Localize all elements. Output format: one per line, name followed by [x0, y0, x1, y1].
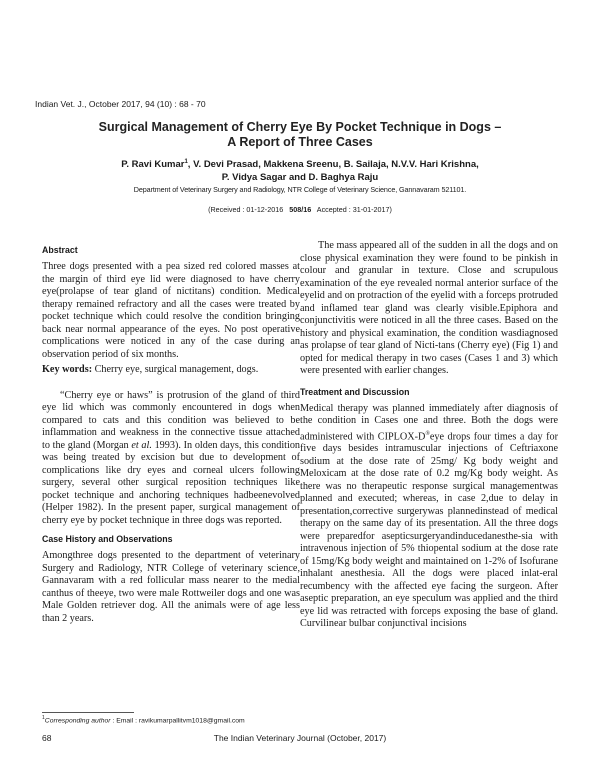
- left-column: [42, 240, 300, 625]
- abstract-text: Three dogs presented with a pea sized red colored masses at the margin of third eye lid were diagnosed to have cherry eye(prolapse of tear gland of nictitans) condition. Medical therapy remained refractory and all the cases were treated by pocket technique which could resolve the condition bringing back near normal appearance of the eyes. No post operative complications were noticed in any of the case during an observation period of six months.: [42, 261, 300, 360]
- co-authors: , V. Devi Prasad, Makkena Sreenu, B. Sailaja, N.V.V. Hari Krishna,: [187, 159, 479, 171]
- right-column: [300, 240, 558, 631]
- author-list: [30, 156, 570, 184]
- intro-et-al: et al.: [131, 439, 152, 451]
- intro-text-part-1: “Cherry eye or haws” is protrusion of the gland of third eye lid which was commonly encountered in dogs when compared to cats and this condition was believed to be inflammation and weakness in the connective tissue attached to the gland (Morgan: [42, 389, 300, 451]
- keywords: [42, 364, 300, 377]
- received-date: (Received : 01-12-2016: [208, 205, 284, 214]
- footer-journal-title: The Indian Veterinary Journal (October, 2017): [213, 733, 387, 743]
- keywords-text: Cherry eye, surgical management, dogs.: [92, 364, 259, 375]
- author-line-1: [30, 156, 570, 171]
- journal-citation: Indian Vet. J., October 2017, 94 (10) : 68 - 70: [35, 99, 206, 109]
- treatment-text-part-1: Medical therapy was planned immediately after diagnosis of the condition in Cases one and three. Both the dogs were administered with CIPLOX-D: [300, 402, 558, 442]
- article-title: [30, 120, 570, 150]
- manuscript-id: 508/16: [289, 205, 312, 214]
- case-history-heading: Case History and Observations: [42, 534, 173, 544]
- footnote-mark: 1: [42, 715, 45, 721]
- treatment-text-part-2: eye drops four times a day for five days besides intramuscular injections of Ceftriaxone sodium at the dose rate of 25mg/ Kg body weight and Meloxicam at the dose rate of 0.2 mg/Kg body weight. As there was no therapeutic response surgical managementwas planned and executed; whereas, in case 2,due to delay in presentation,corrective surgerywas plannedinstead of medical therapy on the same day of its presentation. All the three dogs were preparedfor asepticsurgeryandinducedanesthe-sia with intravenous injection of 5% thiopental sodium at the dose rate of 15mg/Kg body weight and maintained on 1-2% of Isofurane inhalant anesthesia. All the dogs were placed inlat-eral recumbency with the affected eye facing the surgeon. After aseptic preparation, an eye speculum was applied and the third eye lid was retracted with forceps exposing the base of gland. Curvilinear bulbar conjunctival incisions: [300, 430, 558, 630]
- first-author: P. Ravi Kumar: [121, 159, 185, 171]
- keywords-label: Key words:: [42, 364, 93, 375]
- author-line-2: P. Vidya Sagar and D. Baghya Raju: [221, 172, 379, 184]
- footnote: [42, 715, 245, 724]
- author-affiliation-mark: 1: [184, 159, 188, 165]
- registered-mark: ®: [425, 430, 430, 437]
- treatment-heading: Treatment and Discussion: [300, 386, 410, 397]
- abstract-heading: Abstract: [42, 245, 78, 255]
- title-line-1: Surgical Management of Cherry Eye By Pocket Technique in Dogs –: [98, 120, 502, 134]
- physical-exam-text: The mass appeared all of the sudden in all the dogs and on close physical examination they were found to be pinkish in colour and granular in texture. Close and scrupulous examination of the eye revealed normal anterior surface of the eyelid and on protraction of the eyelid with a forceps protruded and inflamed tear gland was clearly visible.Epiphora and conjunctivitis were noticed in all the three cases. Based on the history and physical examination, the condition wasdiagnosed as prolapse of tear gland of Nicti-tans (Cherry eye) (Fig 1) and opted for medical therapy in two cases (Cases 1 and 3) which were presented with earlier changes.: [300, 240, 558, 376]
- department-affiliation: Department of Veterinary Surgery and Radiology, NTR College of Veterinary Science, Gannavaram 521101.: [133, 185, 467, 194]
- page-number: 68: [42, 733, 52, 743]
- footnote-label: Corresponding author: [44, 717, 111, 725]
- treatment-text: [300, 403, 558, 631]
- received-accepted-dates: [30, 205, 570, 214]
- accepted-date: Accepted : 31-01-2017): [316, 205, 392, 214]
- intro-text-part-2: 1993). In olden days, this condition was being treated by excision but due to development of complications like dry eyes and corneal ulcers following surgery, several other surgical reposition techniques like pocket technique and anchoring techniques hadbeenevolved (Helper 1982). In the present paper, surgical management of cherry eye by pocket technique in three dogs was reported.: [42, 439, 301, 526]
- footnote-divider: [42, 712, 134, 713]
- footnote-email: : Email : ravikumarpallitvm1018@gmail.com: [110, 717, 245, 725]
- case-history-text: Amongthree dogs presented to the department of veterinary Surgery and Radiology, NTR College of veterinary science, Gannavaram with a red follicular mass nearer to the medial canthus of theeye, two were male Rottweiler dogs and one was Male Golden retriever dog. All the animals were of age less than 2 years.: [42, 550, 300, 624]
- introduction-text: [42, 390, 300, 528]
- title-line-2: A Report of Three Cases: [227, 135, 373, 149]
